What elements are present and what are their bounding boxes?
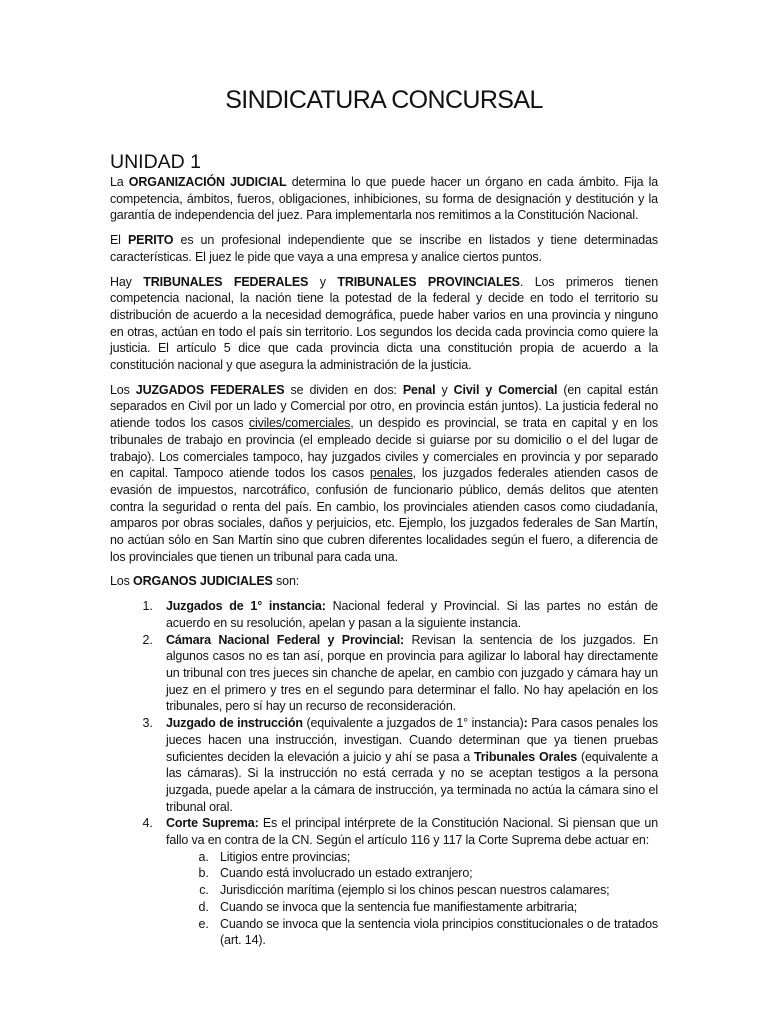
underlined-term: penales	[369, 466, 413, 481]
paragraph-text: y	[435, 382, 454, 397]
bold-term: Juzgados de 1° instancia:	[166, 599, 326, 614]
paragraph-tribunales	[110, 274, 658, 374]
document-title: SINDICATURA CONCURSAL	[225, 86, 543, 114]
list-item-juzgado-instruccion	[156, 715, 658, 815]
sublist-item: b. Cuando está involucrado un estado extranjero;	[212, 865, 658, 882]
list-item-camara-nacional	[156, 632, 658, 716]
paragraph-text: Los	[110, 574, 134, 589]
bold-term: Tribunales Orales	[474, 749, 577, 764]
bold-term: ORGANIZACIÓN JUDICIAL	[128, 175, 287, 189]
bold-term: Civil y Comercial	[453, 382, 558, 397]
list-item-juzgados-primera-instancia	[156, 598, 658, 631]
sublist-item: a. Litigios entre provincias;	[212, 849, 658, 866]
paragraph-text: . Los primeros tienen competencia nacional, la nación tiene la potestad de la federal y decide en todo el territorio su distribución de acuerdo a la necesidad demográfica, puede haber varios en una provincia y ninguno en otras, actúan en todo el país sin territorio. Los segundos los decida cada provincia como quiere la justicia. El artículo 5 dice que cada provincia dicta una constitución propia de acuerdo a la constitución nacional y que asegura la administración de la justicia.	[110, 274, 659, 373]
paragraph-text: determina lo que puede hacer un órgano en cada ámbito. Fija la competencia, ámbitos, fueros, obligaciones, inhibiciones, su forma de designación y destitución y la garantía de independencia del juez. Para implementarla nos remitimos a la Constitución Nacional.	[110, 175, 658, 223]
bold-term: ORGANOS JUDICIALES	[133, 574, 273, 589]
paragraph-text: El	[110, 233, 128, 248]
paragraph-text: es un profesional independiente que se inscribe en listados y tiene determinadas características. El juez le pide que vaya a una empresa y analice ciertos puntos.	[110, 233, 658, 264]
paragraph-text: , los juzgados federales atienden casos de evasión de impuestos, narcotráfico, confusión de funcionario público, demás delitos que atenten contra la seguridad o renta del país. En cambio, los provinciales atienden casos como ciudadanía, amparos por obras sociales, daños y perjuicios, etc. Ejemplo, los juzgados federales de San Martín, no actúan sólo en San Martín sino que cubren diferentes localidades según el fuero, a diferencia de los provinciales que tienen un tribunal para cada una.	[110, 466, 658, 564]
bold-term: :	[523, 716, 528, 731]
paragraph-text: La	[110, 175, 129, 189]
corte-suprema-sublist	[166, 849, 658, 949]
paragraph-text: Los	[110, 382, 136, 397]
paragraph-text: y	[308, 274, 338, 289]
sublist-item: d. Cuando se invoca que la sentencia fue manifiestamente arbitraria;	[212, 899, 658, 916]
bold-term: PERITO	[127, 233, 174, 248]
list-item-text: Es el principal intérprete de la Constitución Nacional. Si piensan que un fallo va en contra de la CN. Según el artículo 116 y 117 la Corte Suprema debe actuar en:	[166, 816, 658, 848]
bold-term: Cámara Nacional Federal y Provincial:	[166, 632, 405, 647]
bold-term: Penal	[402, 382, 436, 397]
paragraph-text: Hay	[110, 274, 144, 289]
list-item-text: (equivalente a las cámaras). Si la instrucción no está cerrada y no se aceptan testigos a la persona juzgada, puede apelar a la cámara de instrucción, ya terminada no actúa la cámara sino el tribunal oral.	[166, 749, 658, 814]
list-item-text: Para casos penales los jueces hacen una instrucción, investigan. Cuando determinan que ya tienen pruebas suficientes deciden la elevación a juicio y ahí se pasa a	[166, 716, 658, 764]
bold-term: Corte Suprema:	[166, 816, 259, 831]
paragraph-text: , un despido es provincial, se trata en capital y en los tribunales de trabajo en provincia (el empleado decide si guiarse por su domicilio o el del lugar de trabajo). Los comerciales tampoco, hay juzgados civiles y comerciales en provincia y por separado en capital. Tampoco atiende todos los casos	[110, 416, 659, 481]
unit-heading: UNIDAD 1	[110, 151, 202, 173]
bold-term: JUZGADOS FEDERALES	[135, 382, 285, 397]
bold-term: TRIBUNALES PROVINCIALES	[337, 274, 520, 289]
organos-list	[110, 598, 658, 949]
paragraph-text: se dividen en dos:	[284, 382, 403, 397]
paragraph-perito	[110, 232, 658, 265]
bold-term: Juzgado de instrucción	[166, 716, 303, 731]
list-item-text: Revisan la sentencia de los juzgados. En algunos casos no es tan así, porque en provincia para agilizar lo laboral hay directamente un tribunal con tres jueces sin chanche de apelar, en cambio con juzgado y cámara hay un juez en el primero y tres en el segundo para determinar el fallo. No hay apelación en los tribunales, pero sí hay un recurso de reconsideración.	[166, 632, 658, 714]
list-item-text: Nacional federal y Provincial. Si las partes no están de acuerdo en su resolución, apelan y pasan a la siguiente instancia.	[166, 599, 658, 630]
sublist-item: e. Cuando se invoca que la sentencia viola principios constitucionales o de tratados (art. 14).	[212, 916, 658, 949]
sublist-item: c. Jurisdicción marítima (ejemplo si los chinos pescan nuestros calamares;	[212, 882, 658, 899]
underlined-term: civiles/comerciales	[248, 416, 351, 431]
list-item-corte-suprema	[156, 815, 658, 949]
paragraph-juzgados-federales	[110, 382, 658, 566]
paragraph-text: (en capital están separados en Civil por un lado y Comercial por otro, en provincia están juntos). La justicia federal no atiende todos los casos	[110, 382, 658, 431]
list-item-text: (equivalente a juzgados de 1° instancia)	[302, 716, 524, 731]
bold-term: TRIBUNALES FEDERALES	[143, 274, 309, 289]
paragraph-organizacion-judicial	[110, 174, 658, 224]
paragraph-text: son:	[272, 574, 300, 589]
paragraph-organos-intro	[110, 573, 658, 590]
